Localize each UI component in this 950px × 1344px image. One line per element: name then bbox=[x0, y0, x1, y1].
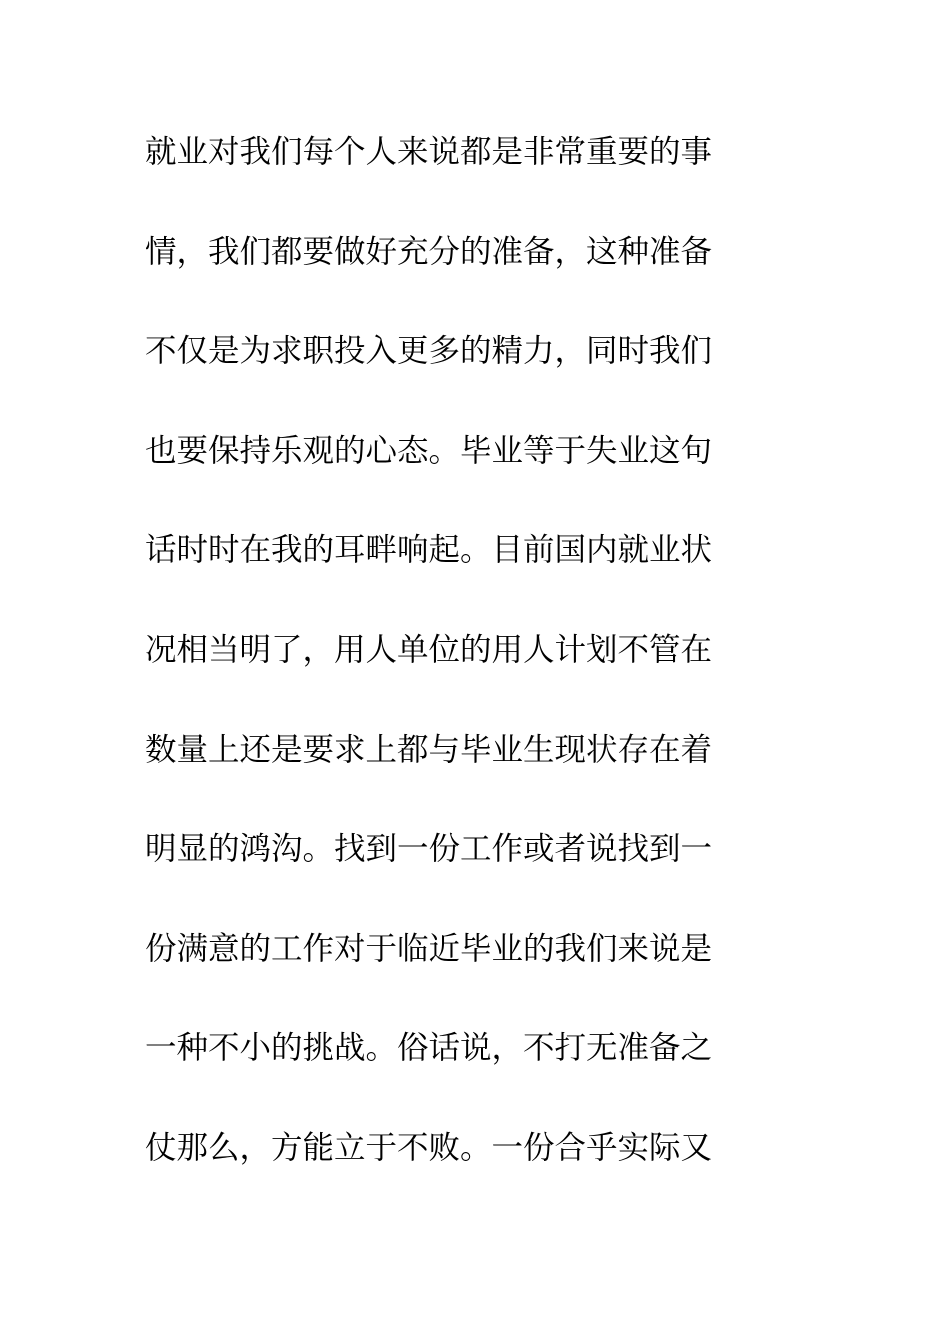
text-line-3: 不仅是为求职投入更多的精力，同时我们 bbox=[145, 333, 713, 370]
text-line-8: 明显的鸿沟。找到一份工作或者说找到一 bbox=[145, 831, 713, 868]
text-line-10: 一种不小的挑战。俗话说，不打无准备之 bbox=[145, 1030, 713, 1067]
text-line-7: 数量上还是要求上都与毕业生现状存在着 bbox=[145, 731, 713, 768]
text-line-4: 也要保持乐观的心态。毕业等于失业这句 bbox=[145, 432, 713, 469]
text-line-11: 仗那么，方能立于不败。一份合乎实际又 bbox=[145, 1129, 713, 1166]
text-line-1: 就业对我们每个人来说都是非常重要的事 bbox=[145, 134, 713, 170]
text-line-2: 情，我们都要做好充分的准备，这种准备 bbox=[145, 233, 713, 270]
text-line-5: 话时时在我的耳畔响起。目前国内就业状 bbox=[145, 532, 713, 569]
body-text bbox=[145, 127, 805, 1223]
text-line-9: 份满意的工作对于临近毕业的我们来说是 bbox=[145, 930, 713, 967]
text-line-6: 况相当明了，用人单位的用人计划不管在 bbox=[145, 631, 713, 668]
